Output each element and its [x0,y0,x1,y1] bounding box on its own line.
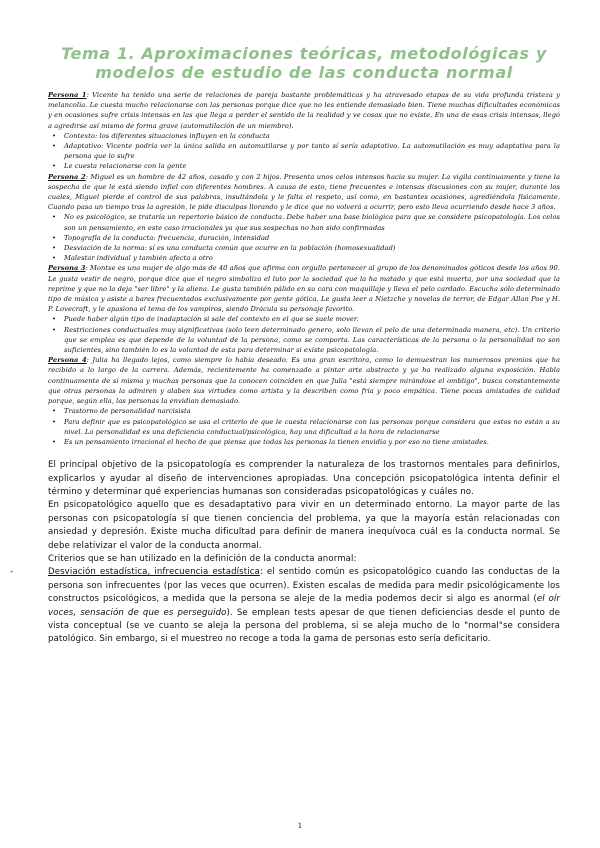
page-number: 1 [297,822,303,830]
case-description [48,90,560,131]
dash-marker: - [10,567,14,578]
case-block [48,90,560,172]
case-description [48,172,560,213]
case-label: Persona 2 [48,172,86,181]
case-label: Persona 1 [48,91,87,99]
case-text: : Montse es una mujer de algo más de 40 años que afirma con orgullo pertenecer al grupo de los denominados góticos desde los años 90. Le gusta vestir de negro, porque dice que el negro simboliza el luto por la sociedad que la ha matado y que está muerta, por una sociedad que la reprime y que no la deja "ser libre" y la aliena. Le gusta también pálido en su cara con maquillaje y lleva el pelo cardado. Escucha sólo determinado tipo de música y asiste a bares frecuentados exclusivamente por gente gótica. Le gusta leer a Nietzche y novelas de terror, de Edgar Allan Poe y H. P. Lovecraft, y le apasiona el tema de los vampiros, siendo Drácula su personaje favorito. [48,264,560,314]
case-bullet: • Adaptativo: Vicente podría ver la única salida en automutilarse y por tanto sí sería adaptativo. La automutilación es muy adaptativa para la persona que lo sufre [64,141,560,161]
paragraph-criteria-intro: Criterios que se han utilizado en la definición de la conducta anormal: [48,553,357,564]
body-text [10,459,561,647]
criteria-text-continued: ). Se emplean tests apesar de que tienen deficiencias desde el punto de vista conceptual (se ve cuanto se aleja la persona del problema, si se aleja mucho de lo "normal"se considera patológico. Sin embargo, si el muestreo no recoge a toda la gama de personas esto sería deficitario. [48,607,560,645]
case-text: : Julia ha llegado lejos, como siempre lo había deseado. Es una gran escritora, como lo demuestran los numerosos premios que ha recibido a lo largo de la carrera. Además, recientemente ha comenzado a pintar arte abstracto y ya ha realizado alguna exposición. Habla continuamente de sí misma y muchas personas que la conocen coinciden en que Julia "está siempre mirándose el ombligo", busca constantemente que otras personas la admiren y alaben sus virtudes como artista y la describen como fría y poco empática. Tiene pocas amistades de calidad porque, según ella, las personas la envidian demasiado. [48,356,560,406]
case-description [48,355,560,406]
case-bullet: • Topografía de la conducta: frecuencia, duración, intensidad [64,233,560,243]
paragraph-objective: El principal objetivo de la psicopatología es comprender la naturaleza de los trastornos mentales para definirlos, explicarlos y ayudar al diseño de intervenciones apropiadas. Una concepción psicopatológica intenta definir el término y determinar qué experiencias humanas son consideradas psicopatológicas y cuáles no. [48,460,560,497]
paragraph-definition: En psicopatológico aquello que es desadaptativo para vivir en un determinado entorno. La mayor parte de las personas con psicopatología sí que tienen conciencia del problema, ya que la mayoría están relacionadas con ansiedad y depresión. Existe mucha dificultad para definir de manera inequívoca cuál es la conducta normal. Se debe relativizar el valor de la conducta anormal. [48,500,560,551]
case-bullet: • Le cuesta relacionarse con la gente [64,161,560,171]
case-bullet: • Para definir que es psicopatológico se usa el criterio de que le cuesta relacionarse con las personas porque considera que estos no están a su nivel. La personalidad es una deficiencia conductual/psicológica, hay una dificultad a la hora de relacionarse [64,417,560,437]
case-bullet-list [48,212,560,263]
case-bullet: • Malestar individual y también afecta a otro [64,253,560,263]
case-bullet-list [48,314,560,355]
criteria-text: : el sentido común es psicopatológico cuando las conductas de la persona son infrecuentes (por las veces que ocurren). Existen escalas de medida para medir psicológicamente los constructos psicológicos, a medida que la persona se aleje de la media podemos decir si algo es anormal ( [48,567,560,605]
case-list [48,90,560,447]
case-block [48,172,560,264]
case-bullet: • Es un pensamiento irracional el hecho de que piensa que todas las personas la tienen envidia y por eso no tiene amistades. [64,437,560,447]
case-label: Persona 3 [48,264,86,273]
case-bullet: • Restricciones conductuales muy significativas (solo leen determinado genero, solo llevan el pelo de una determinada manera, etc). Un criterio que se emplea es que depende de la voluntad de la persona, como se comporta. Las características de la persona o la personalidad no son suficientes, sino también lo es la voluntad de esta para determinar si existe psicopatología. [64,325,560,356]
criteria-term: Desviación estadística, infrecuencia estadística [48,567,260,578]
case-description [48,263,560,314]
case-bullet: • No es psicológico, se trataría un repertorio básico de conducta. Debe haber una base biológica para que se considere psicopatología. Los celos son un pensamiento, en este caso irracionales ya que sus sospechas no han sido confirmadas [64,212,560,232]
page-title: Tema 1. Aproximaciones teóricas, metodológicas y modelos de estudio de las conducta normal [61,44,547,82]
criteria-item [10,566,561,646]
case-bullet: • Desviación de la norma: sí es una conducta común que ocurre en la población (homosexualidad) [64,243,560,253]
case-text: : Miguel es un hombre de 42 años, casado y con 2 hijos. Presenta unos celos intensos hacia su mujer. La vigila continuamente y tiene la sospecha de que le está siendo infiel con diferentes hombres. A causa de esto, tiene frecuentes e intensas discusiones con su mujer, durante los cuales, Miguel pierde el control de sus palabras, insultándola y le falta el respeto, así como, en bastantes ocasiones, agrediéndola físicamente. Cuando pasa un tiempo tras la agresión, le pide disculpas llorando y le dice que no volverá a ocurrir, pero esto lleva ocurriendo desde hace 3 años. [48,172,561,212]
case-label: Persona 4 [48,356,87,365]
case-bullet: • Trastorno de personalidad narcisista [64,406,560,416]
case-text: : Vicente ha tenido una serie de relaciones de pareja bastante problemáticas y ha atravesado etapas de su vida profunda tristeza y melancolía. Le cuesta mucho relacionarse con las personas porque dice que no les entiende demasiado bien. Tiene muchas dificultades económicas y en ocasiones sufre crisis intensas en las que llega a perder el sentido de la realidad y ve cosas que no existe. En una de esas crisis intensas, llegó a agredirse así mismo de forma grave (automutilación de un miembro). [48,91,560,130]
case-bullet-list [48,131,560,172]
case-bullet: • Contexto: los diferentes situaciones influyen en la conducta [64,131,560,141]
case-bullet: • Puede haber algún tipo de inadaptación si sale del contexto en el que se suele mover. [64,314,560,324]
case-block [48,263,560,355]
case-block [48,355,560,447]
case-bullet-list [48,406,560,447]
criteria-example: el oír voces, sensación de que es perseguido [48,594,561,618]
